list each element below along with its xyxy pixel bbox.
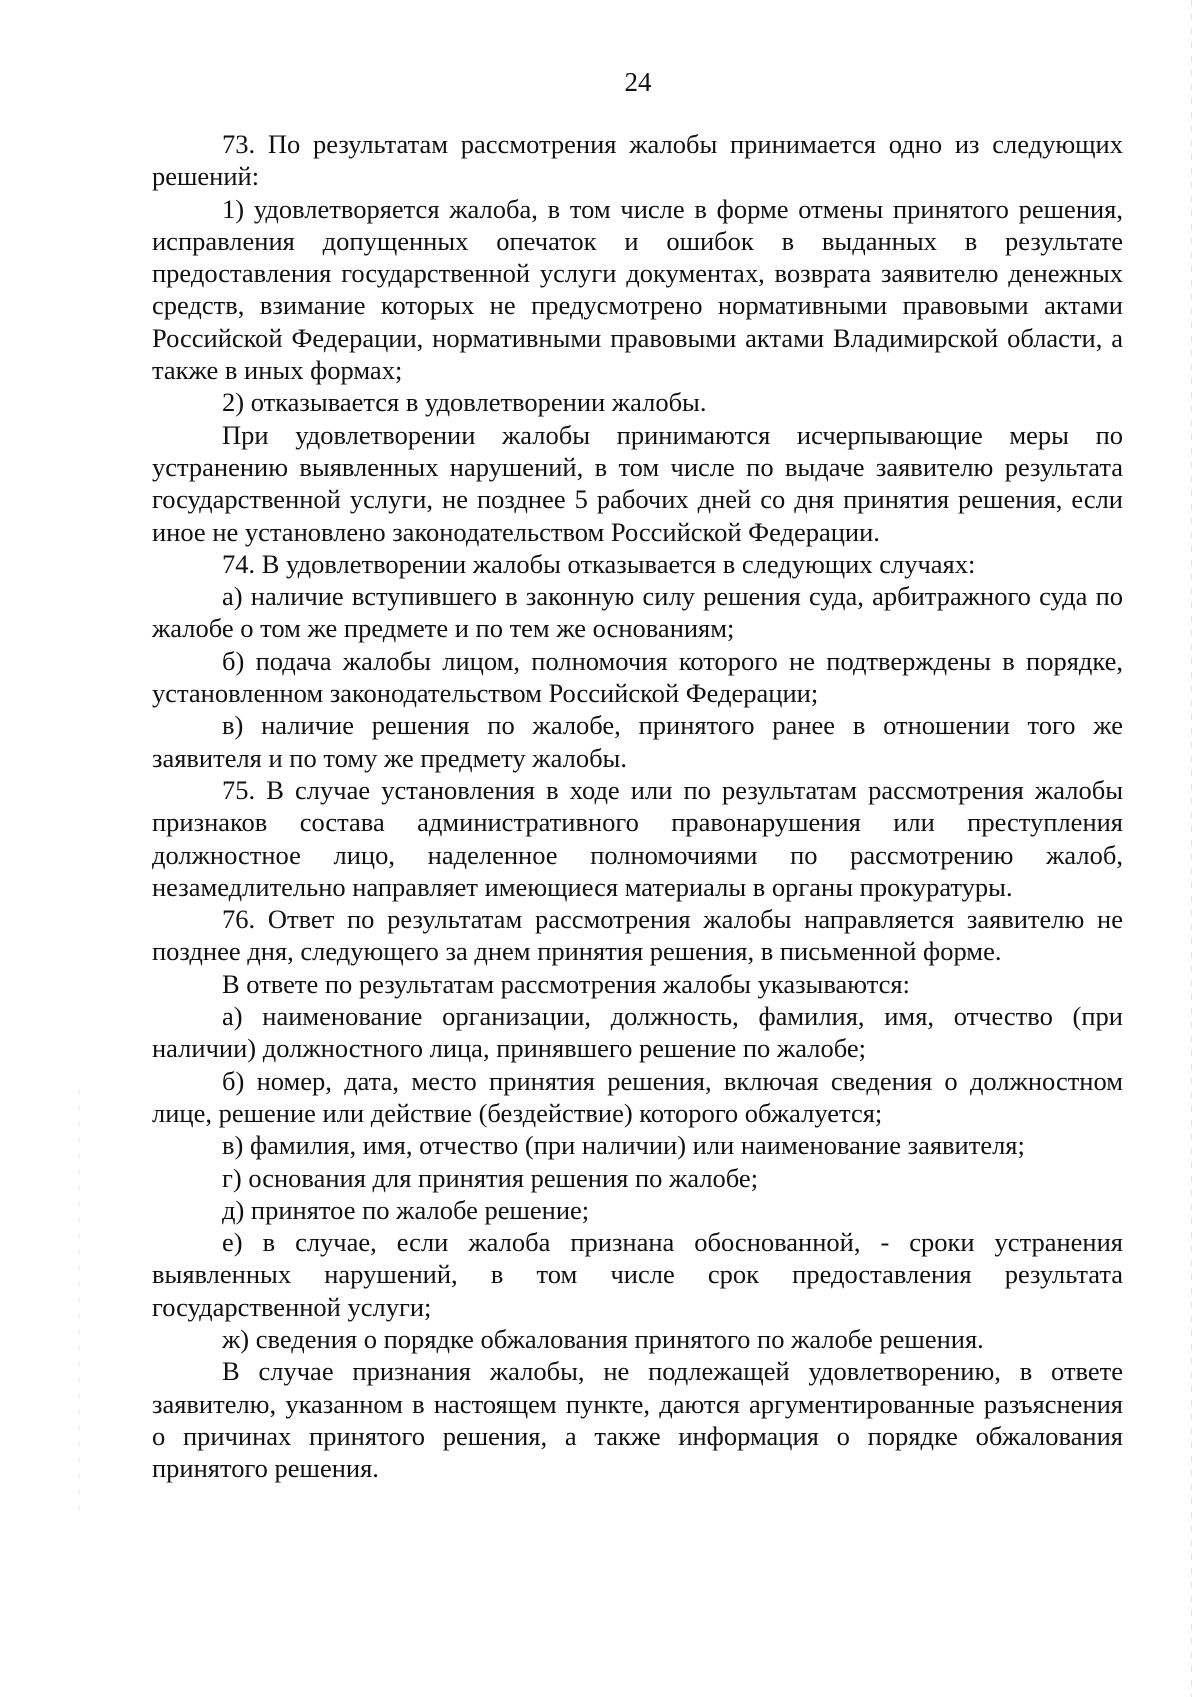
paragraph-73-measures: При удовлетворении жалобы принимаются исчерпывающие меры по устранению выявленных нарушений, в том числе по выдаче заявителю результата государственной услуги, не позднее 5 рабочих дней со дня принятия решения, если иное не установлено законодательством Российской Федерации.	[152, 419, 1123, 547]
paragraph-76-item-zh: ж) сведения о порядке обжалования принятого по жалобе решения.	[222, 1323, 984, 1354]
paragraph-76-rejection: В случае признания жалобы, не подлежащей удовлетворению, в ответе заявителю, указанном в настоящем пункте, даются аргументированные разъяснения о причинах принятого решения, а также информация о порядке обжалования принятого решения.	[152, 1356, 1123, 1484]
paragraph-75: 75. В случае установления в ходе или по результатам рассмотрения жалобы признаков состава административного правонарушения или преступления должностное лицо, наделенное полномочиями по рассмотрению жалоб, незамедлительно направляет имеющиеся материалы в органы прокуратуры.	[152, 774, 1123, 902]
paragraph-76-item-a: а) наименование организации, должность, фамилия, имя, отчество (при наличии) должностного лица, принявшего решение по жалобе;	[152, 1001, 1123, 1064]
paragraph-76: 76. Ответ по результатам рассмотрения жалобы направляется заявителю не позднее дня, следующего за днем принятия решения, в письменной форме.	[152, 904, 1123, 967]
paragraph-74-intro: 74. В удовлетворении жалобы отказывается в следующих случаях:	[222, 548, 976, 579]
paragraph-76-item-b: б) номер, дата, место принятия решения, включая сведения о должностном лице, решение или действие (бездействие) которого обжалуется;	[152, 1065, 1123, 1128]
paragraph-76-item-v: в) фамилия, имя, отчество (при наличии) или наименование заявителя;	[222, 1130, 1025, 1161]
page-number: 24	[624, 67, 652, 97]
paragraph-76-item-g: г) основания для принятия решения по жалобе;	[222, 1162, 759, 1193]
paragraph-73-item-2: 2) отказывается в удовлетворении жалобы.	[222, 387, 707, 418]
paragraph-76-item-e: е) в случае, если жалоба признана обоснованной, - сроки устранения выявленных нарушений, в том числе срок предоставления результата государственной услуги;	[152, 1227, 1123, 1322]
paragraph-74-item-v: в) наличие решения по жалобе, принятого ранее в отношении того же заявителя и по тому же предмету жалобы.	[152, 710, 1123, 773]
paragraph-74-item-a: а) наличие вступившего в законную силу решения суда, арбитражного суда по жалобе о том же предмете и по тем же основаниям;	[152, 581, 1123, 644]
document-body	[152, 128, 1123, 1484]
paragraph-73-intro: 73. По результатам рассмотрения жалобы принимается одно из следующих решений:	[152, 129, 1123, 192]
scan-edge-right	[1191, 0, 1192, 1697]
paragraph-76-item-d: д) принятое по жалобе решение;	[222, 1194, 590, 1225]
paragraph-73-item-1: 1) удовлетворяется жалоба, в том числе в форме отмены принятого решения, исправления допущенных опечаток и ошибок в выданных в результате предоставления государственной услуги документах, возврата заявителю денежных средств, взимание которых не предусмотрено нормативными правовыми актами Российской Федерации, нормативными правовыми актами Владимирской области, а также в иных формах;	[152, 193, 1123, 386]
paragraph-74-item-b: б) подача жалобы лицом, полномочия которого не подтверждены в порядке, установленном законодательством Российской Федерации;	[152, 645, 1123, 709]
paragraph-76-answer-intro: В ответе по результатам рассмотрения жалобы указываются:	[222, 968, 910, 999]
scan-edge-left	[79, 1090, 80, 1520]
